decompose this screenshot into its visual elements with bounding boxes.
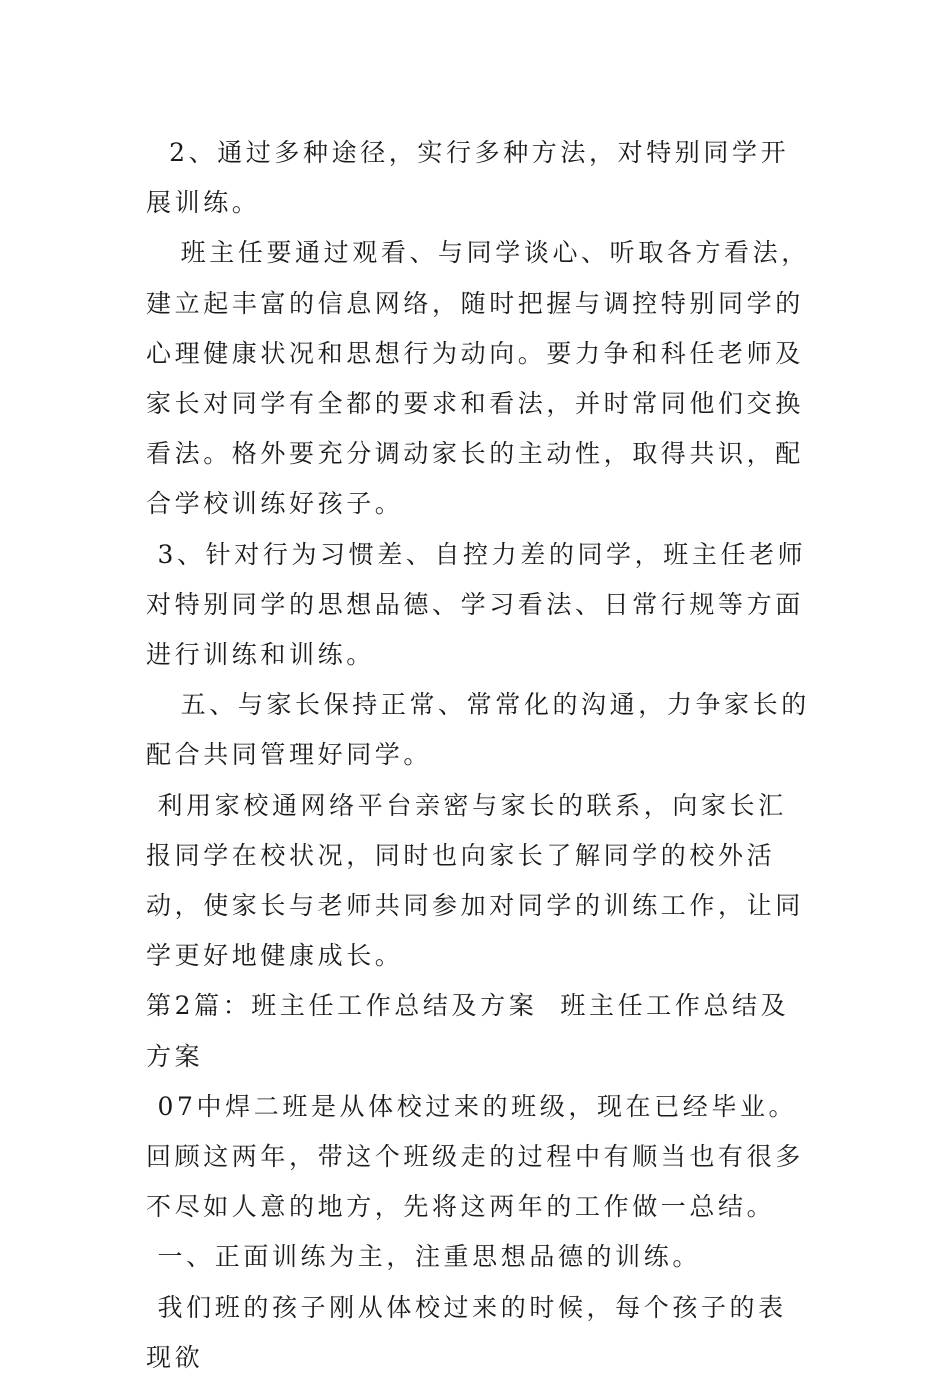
paragraph-students-arrival: 我们班的孩子刚从体校过来的时候，每个孩子的表现欲 [146, 1292, 787, 1372]
paragraph-section-one: 一、正面训练为主，注重思想品德的训练。 [146, 1242, 701, 1272]
paragraph-parent-communication: 五、与家长保持正常、常常化的沟通，力争家长的配合共同管理好同学。 [146, 690, 810, 770]
section-heading: 第2篇：班主任工作总结及方案 班主任工作总结及方案 [146, 991, 790, 1071]
paragraph-training-methods: 2、通过多种途径，实行多种方法，对特别同学开展训练。 [146, 138, 790, 218]
document-body [146, 128, 814, 1383]
paragraph-home-school-platform: 利用家校通网络平台亲密与家长的联系，向家长汇报同学在校状况，同时也向家长了解同学的校外活动，使家长与老师共同参加对同学的训练工作，让同学更好地健康成长。 [146, 790, 804, 971]
paragraph-behavior-habits: 3、针对行为习惯差、自控力差的同学，班主任老师对特别同学的思想品德、学习看法、日常行规等方面进行训练和训练。 [146, 539, 807, 670]
paragraph-information-network: 班主任要通过观看、与同学谈心、听取各方看法，建立起丰富的信息网络，随时把握与调控特别同学的心理健康状况和思想行为动向。要力争和科任老师及家长对同学有全都的要求和看法，并时常同他们交换看法。格外要充分调动家长的主动性，取得共识，配合学校训练好孩子。 [146, 238, 810, 519]
paragraph-class-intro: 07中焊二班是从体校过来的班级，现在已经毕业。回顾这两年，带这个班级走的过程中有顺当也有很多不尽如人意的地方，先将这两年的工作做一总结。 [146, 1091, 804, 1222]
